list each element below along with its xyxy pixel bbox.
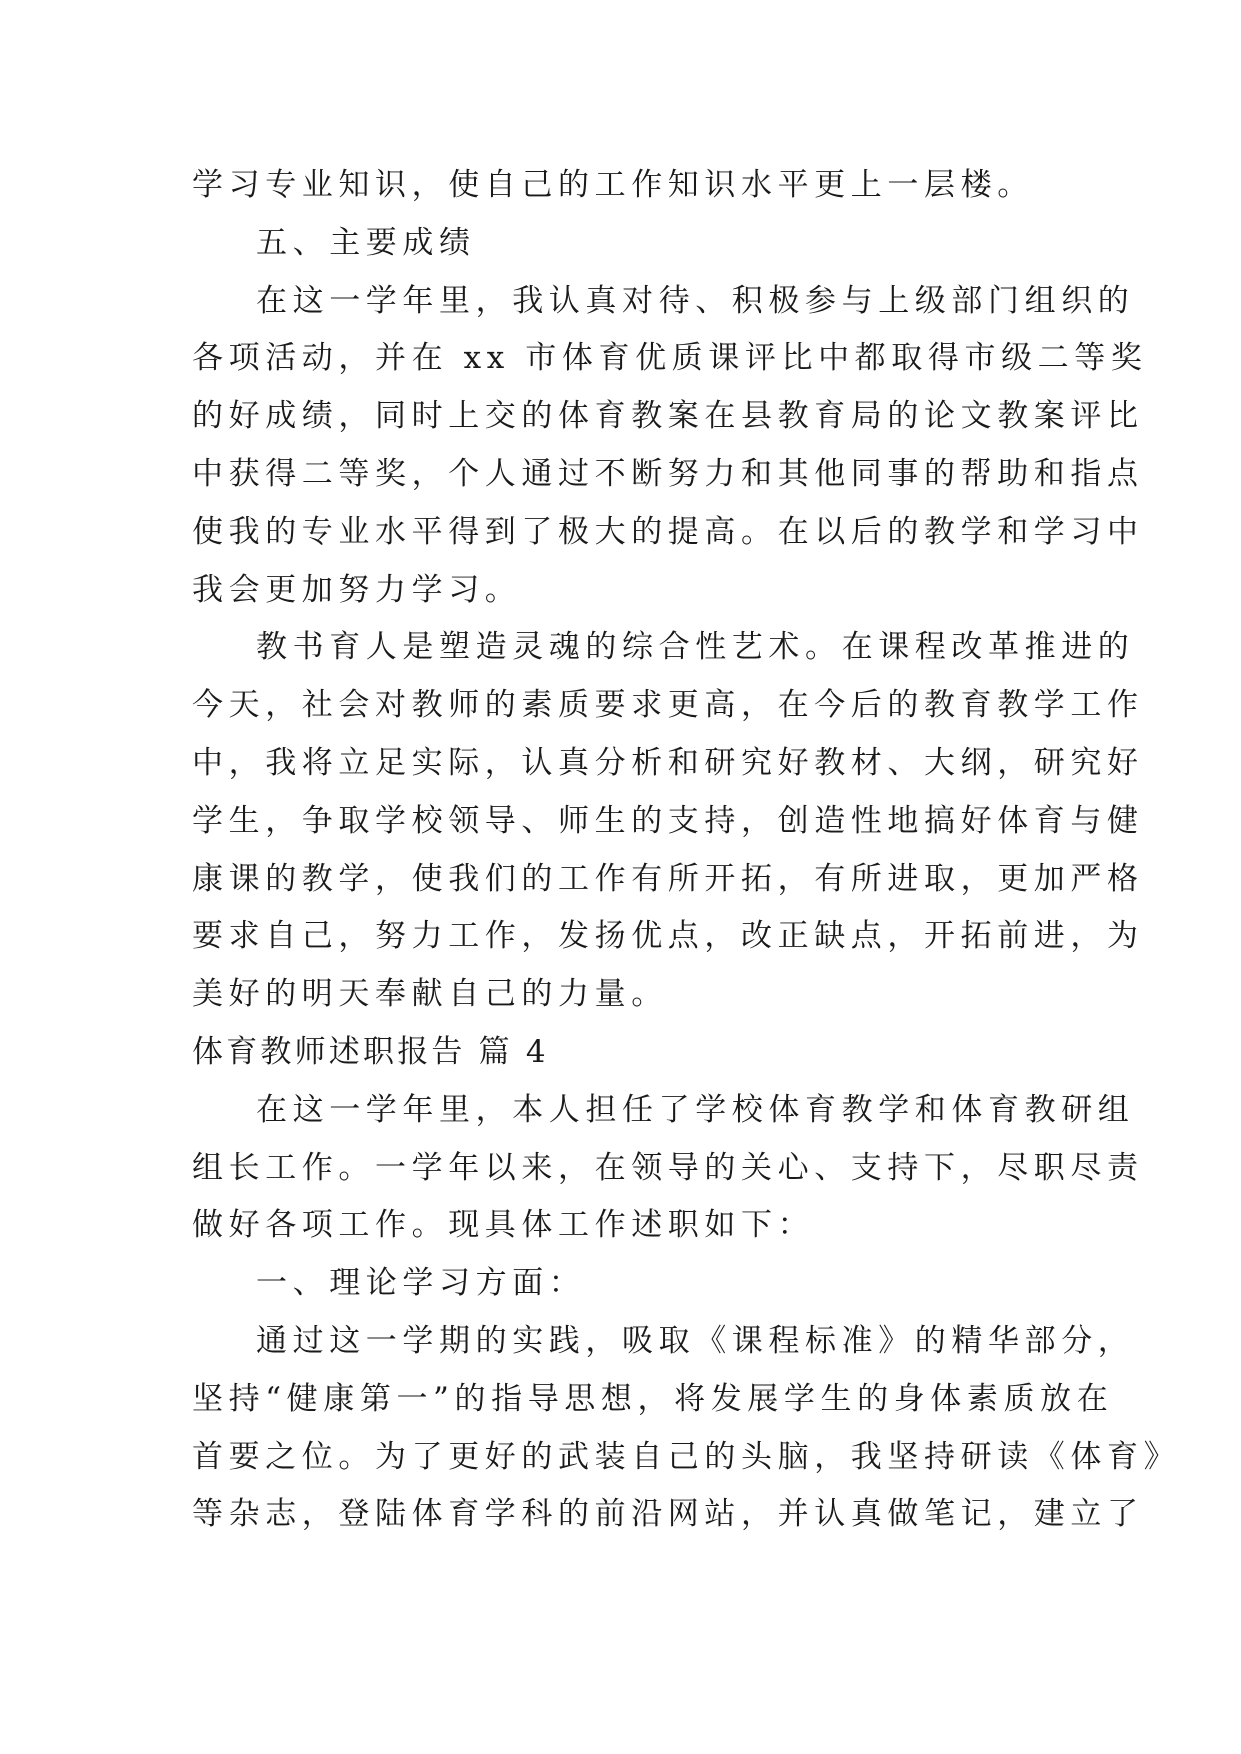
text-line: 等杂志，登陆体育学科的前沿网站，并认真做笔记，建立了 (192, 1496, 1144, 1533)
text-line: 要求自己，努力工作，发扬优点，改正缺点，开拓前进，为 (192, 918, 1144, 955)
text-line: 首要之位。为了更好的武装自己的头脑，我坚持研读《体育》 (192, 1438, 1181, 1475)
paragraph-first-line: 在这一学年里，本人担任了学校体育教学和体育教研组 (256, 1091, 1135, 1128)
text-line: 做好各项工作。现具体工作述职如下： (192, 1207, 815, 1244)
text-line: 中获得二等奖，个人通过不断努力和其他同事的帮助和指点 (192, 455, 1144, 492)
paragraph-first-line: 通过这一学期的实践，吸取《课程标准》的精华部分， (256, 1322, 1135, 1359)
text-line: 中，我将立足实际，认真分析和研究好教材、大纲，研究好 (192, 744, 1144, 781)
paragraph-first-line: 在这一学年里，我认真对待、积极参与上级部门组织的 (256, 282, 1135, 319)
text-line: 使我的专业水平得到了极大的提高。在以后的教学和学习中 (192, 513, 1144, 550)
text-line: 康课的教学，使我们的工作有所开拓，有所进取，更加严格 (192, 860, 1144, 897)
section-heading: 五、主要成绩 (256, 224, 476, 261)
text-line: 学习专业知识，使自己的工作知识水平更上一层楼。 (192, 167, 1034, 203)
text-line: 学生，争取学校领导、师生的支持，创造性地搞好体育与健 (192, 802, 1144, 839)
section-heading: 一、理论学习方面： (256, 1265, 586, 1302)
text-line: 今天，社会对教师的素质要求更高，在今后的教育教学工作 (192, 687, 1144, 724)
text-line: 坚持“健康第一”的指导思想，将发展学生的身体素质放在 (192, 1380, 1114, 1417)
text-line: 美好的明天奉献自己的力量。 (192, 976, 668, 1013)
text-line: 各项活动，并在 xx 市体育优质课评比中都取得市级二等奖 (192, 340, 1148, 377)
text-line: 我会更加努力学习。 (192, 571, 522, 608)
text-line: 组长工作。一学年以来，在领导的关心、支持下，尽职尽责 (192, 1149, 1144, 1186)
report-title: 体育教师述职报告 篇 4 (192, 1033, 549, 1070)
text-line: 的好成绩，同时上交的体育教案在县教育局的论文教案评比 (192, 398, 1144, 435)
document-body (192, 157, 1181, 1544)
paragraph-first-line: 教书育人是塑造灵魂的综合性艺术。在课程改革推进的 (256, 629, 1135, 666)
